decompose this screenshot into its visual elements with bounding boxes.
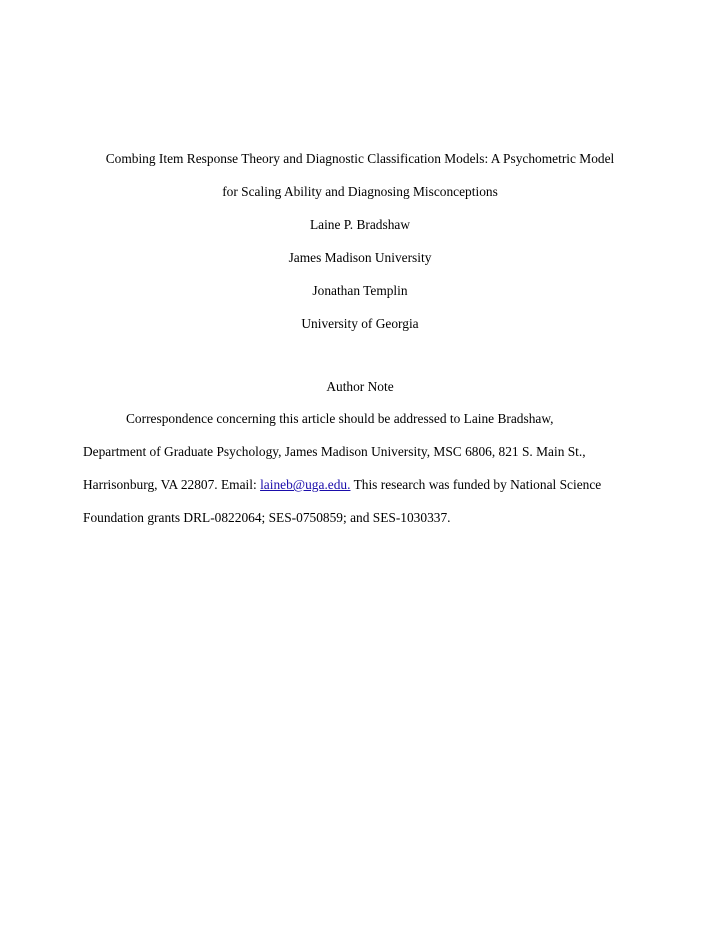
author-note-heading: Author Note — [326, 379, 394, 394]
author-note-line-4: Foundation grants DRL-0822064; SES-0750859; and SES-1030337. — [83, 510, 451, 525]
author-2-name: Jonathan Templin — [312, 283, 408, 298]
author-1-name: Laine P. Bradshaw — [309, 217, 411, 232]
author-note-line-2: Department of Graduate Psychology, James Madison University, MSC 6806, 821 S. Main St., — [83, 444, 586, 459]
author-note-line-3-prefix: Harrisonburg, VA 22807. Email: — [83, 477, 261, 492]
email-link[interactable]: laineb@uga.edu. — [260, 477, 351, 492]
author-2-affiliation: University of Georgia — [301, 316, 419, 331]
author-note-line-1: Correspondence concerning this article should be addressed to Laine Bradshaw, — [126, 411, 554, 426]
author-note-line-3 — [83, 476, 601, 494]
author-note-line-3-suffix: This research was funded by National Science — [350, 477, 602, 492]
title-line-1: Combing Item Response Theory and Diagnostic Classification Models: A Psychometric Model — [105, 151, 615, 166]
author-1-affiliation: James Madison University — [288, 250, 432, 265]
title-line-2: for Scaling Ability and Diagnosing Misconceptions — [222, 184, 498, 199]
